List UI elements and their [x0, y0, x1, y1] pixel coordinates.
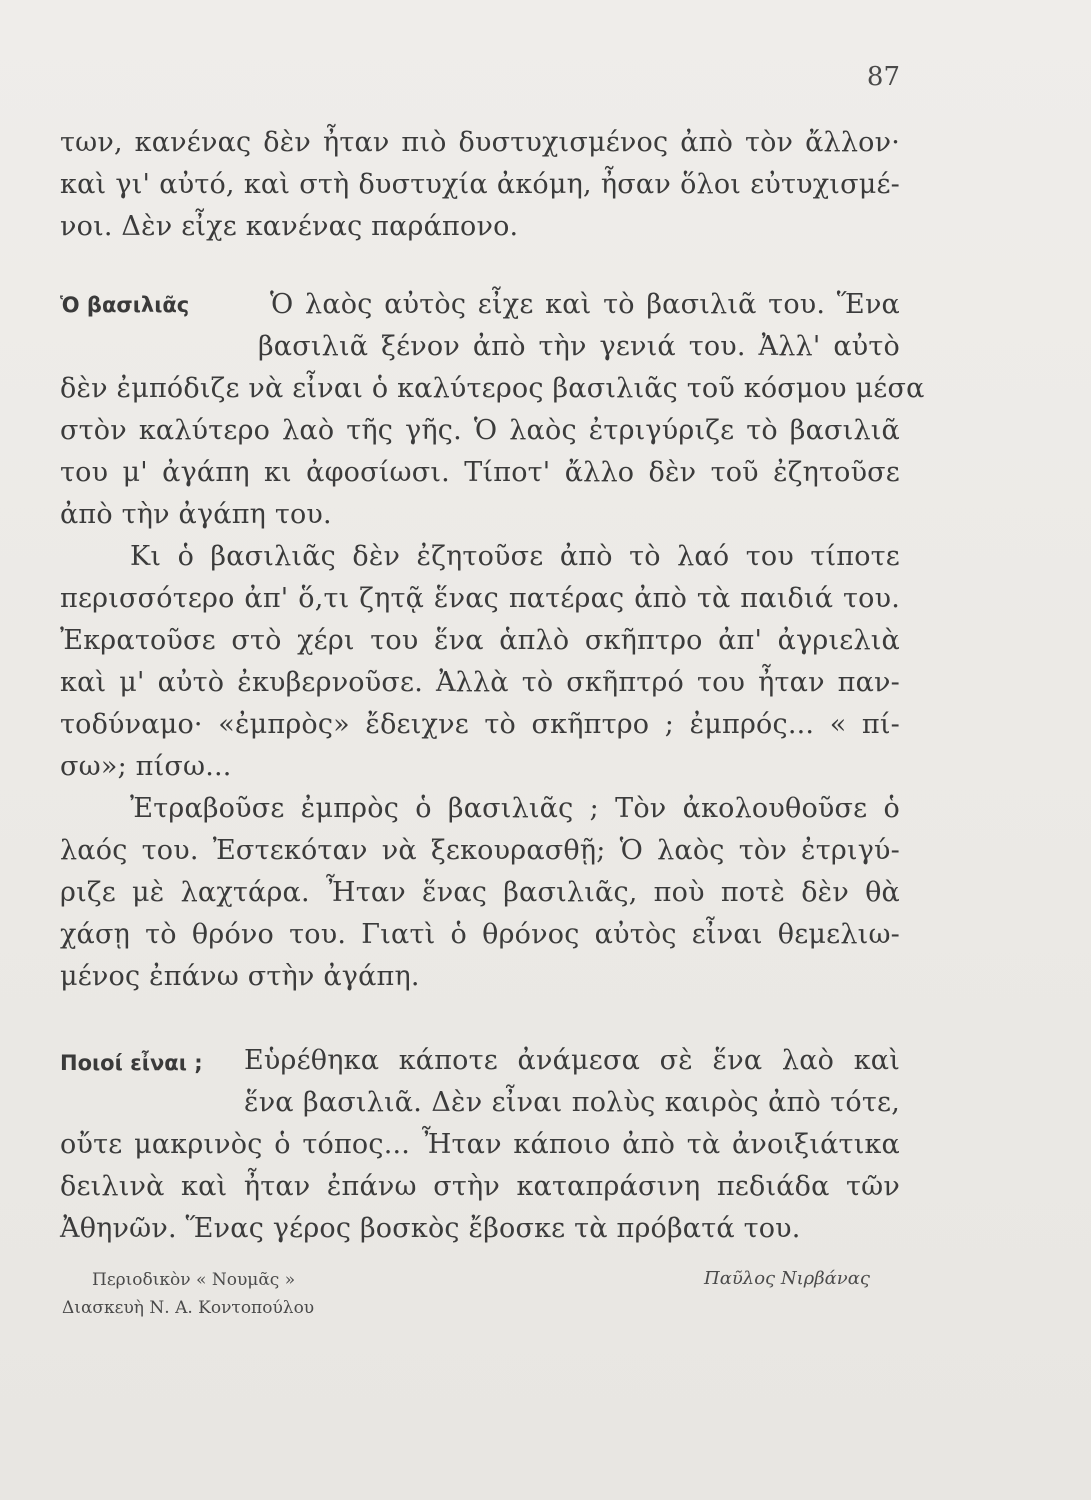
text-line: Εὑρέθηκα κάποτε ἀνάμεσα σὲ ἕνα λαὸ καὶ [244, 1045, 900, 1076]
text-line: καὶ μ' αὐτὸ ἐκυβερνοῦσε. Ἀλλὰ τὸ σκῆπτρό του ἦταν παν- [60, 667, 900, 698]
text-line: νοι. Δὲν εἶχε κανένας παράπονο. [60, 211, 519, 242]
text-line: Κι ὁ βασιλιᾶς δὲν ἐζητοῦσε ἀπὸ τὸ λαό του τίποτε [130, 541, 900, 572]
text-line: περισσότερο ἀπ' ὅ,τι ζητᾷ ἕνας πατέρας ἀπὸ τὰ παιδιά του. [60, 583, 900, 614]
text-line: καὶ γι' αὐτό, καὶ στὴ δυστυχία ἀκόμη, ἦσαν ὅλοι εὐτυχισμέ- [60, 169, 900, 200]
text-line: του μ' ἀγάπη κι ἀφοσίωσι. Τίποτ' ἄλλο δὲν τοῦ ἐζητοῦσε [60, 457, 900, 488]
text-line: Ἐτραβοῦσε ἐμπρὸς ὁ βασιλιᾶς ; Τὸν ἀκολουθοῦσε ὁ [130, 793, 900, 824]
text-line: δειλινὰ καὶ ἦταν ἐπάνω στὴν καταπράσινη πεδιάδα τῶν [60, 1171, 900, 1202]
text-line: ἀπὸ τὴν ἀγάπη του. [60, 499, 332, 530]
text-line: λαός του. Ἐστεκόταν νὰ ξεκουρασθῇ; Ὁ λαὸς τὸν ἐτριγύ- [60, 835, 900, 866]
text-line: των, κανένας δὲν ἦταν πιὸ δυστυχισμένος ἀπὸ τὸν ἄλλον· [60, 127, 900, 158]
text-line: οὔτε μακρινὸς ὁ τόπος... Ἦταν κάποιο ἀπὸ τὰ ἀνοιξιάτικα [60, 1129, 900, 1160]
page-number: 87 [866, 62, 900, 92]
text-line: Ἀθηνῶν. Ἕνας γέρος βοσκὸς ἔβοσκε τὰ πρόβατά του. [60, 1213, 801, 1244]
adaptation-credit: Διασκευὴ Ν. Α. Κοντοπούλου [62, 1298, 315, 1318]
text-line: βασιλιᾶ ξένον ἀπὸ τὴν γενιά του. Ἀλλ' αὐτὸ [258, 331, 900, 362]
text-line: ἕνα βασιλιᾶ. Δὲν εἶναι πολὺς καιρὸς ἀπὸ τότε, [244, 1087, 900, 1118]
text-line: χάσῃ τὸ θρόνο του. Γιατὶ ὁ θρόνος αὐτὸς εἶναι θεμελιω- [60, 919, 900, 950]
text-line: τοδύναμο· «ἐμπρὸς» ἔδειχνε τὸ σκῆπτρο ; ἐμπρός... « πί- [60, 709, 900, 740]
text-line: Ἐκρατοῦσε στὸ χέρι του ἕνα ἁπλὸ σκῆπτρο ἀπ' ἀγριελιὰ [60, 625, 900, 656]
text-line: Ὁ λαὸς αὐτὸς εἶχε καὶ τὸ βασιλιᾶ του. Ἕνα [270, 289, 900, 320]
text-line: μένος ἐπάνω στὴν ἀγάπη. [60, 961, 420, 992]
author-signature: Παῦλος Νιρβάνας [704, 1268, 870, 1289]
text-line: δὲν ἐμπόδιζε νὰ εἶναι ὁ καλύτερος βασιλιᾶς τοῦ κόσμου μέσα [60, 373, 925, 404]
section-heading-who: Ποιοί εἶναι ; [60, 1051, 203, 1075]
section-heading-king: Ὁ βασιλιᾶς [60, 293, 190, 317]
text-line: ριζε μὲ λαχτάρα. Ἦταν ἕνας βασιλιᾶς, ποὺ ποτὲ δὲν θὰ [60, 877, 900, 908]
source-citation: Περιοδικὸν « Νουμᾶς » [92, 1270, 296, 1290]
text-line: στὸν καλύτερο λαὸ τῆς γῆς. Ὁ λαὸς ἐτριγύριζε τὸ βασιλιᾶ [60, 415, 900, 446]
text-line: σω»; πίσω... [60, 751, 232, 782]
